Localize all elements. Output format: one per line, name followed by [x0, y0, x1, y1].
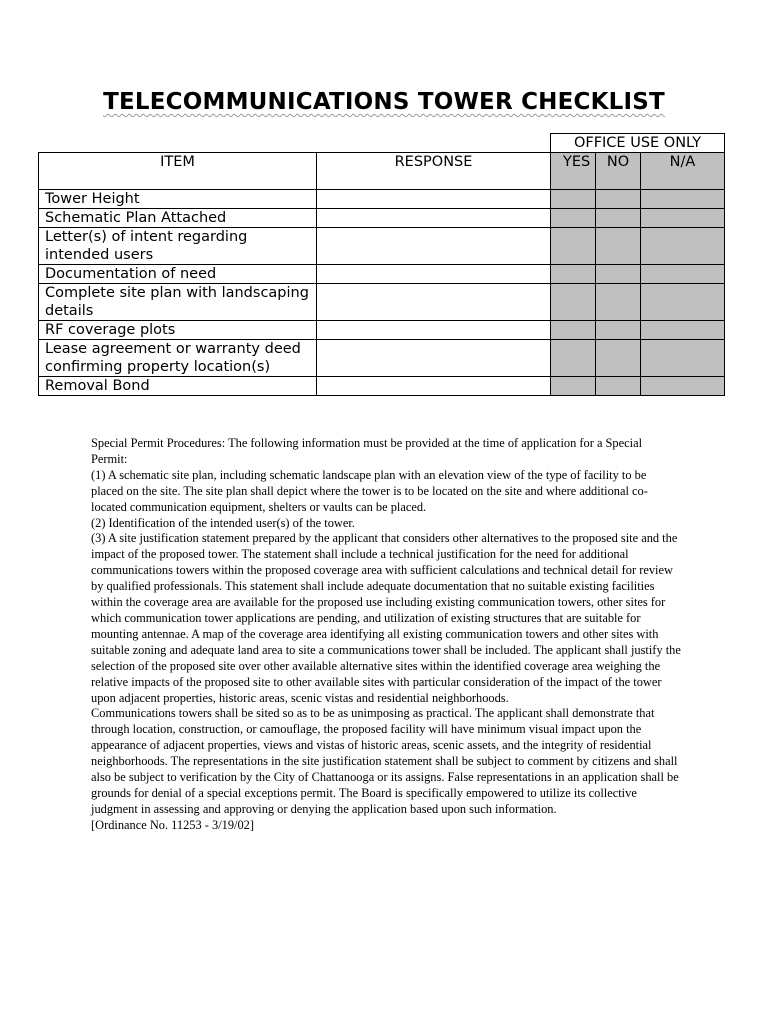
item-cell: Removal Bond — [39, 377, 317, 396]
item-cell: RF coverage plots — [39, 321, 317, 340]
yes-cell — [551, 265, 596, 284]
office-use-label: OFFICE USE ONLY — [551, 134, 725, 153]
document-title: TELECOMMUNICATIONS TOWER CHECKLIST — [103, 89, 665, 115]
na-cell — [641, 340, 725, 377]
no-cell — [596, 377, 641, 396]
table-row — [39, 321, 725, 340]
header-row — [39, 153, 725, 190]
procedures-item-1: (1) A schematic site plan, including schematic landscape plan with an elevation view of the type of facility to be placed on the site. The site plan shall depict where the tower is to be located on the site and where additional co-located communication equipment, shelters or vaults can be placed. — [91, 467, 648, 514]
no-cell — [596, 209, 641, 228]
yes-cell — [551, 228, 596, 265]
table-row — [39, 377, 725, 396]
na-cell — [641, 190, 725, 209]
header-na: N/A — [641, 153, 725, 190]
table-row — [39, 190, 725, 209]
response-cell[interactable] — [317, 321, 551, 340]
header-yes: YES — [551, 153, 596, 190]
procedures-ordinance: [Ordinance No. 11253 - 3/19/02] — [91, 817, 254, 832]
yes-cell — [551, 340, 596, 377]
no-cell — [596, 228, 641, 265]
na-cell — [641, 228, 725, 265]
no-cell — [596, 265, 641, 284]
item-cell: Documentation of need — [39, 265, 317, 284]
response-cell[interactable] — [317, 265, 551, 284]
yes-cell — [551, 284, 596, 321]
yes-cell — [551, 321, 596, 340]
procedures-item-3: (3) A site justification statement prepared by the applicant that considers other alternatives to the proposed site and the impact of the proposed tower. The statement shall include a technical justification for the need for additional communications towers within the proposed coverage area with sufficient calculations and technical detail for review by qualified professionals. This statement shall include adequate documentation that no suitable existing facilities within the coverage area are available for the proposed use including existing communication towers, other sites for which communication tower applications are pending, and utilization of existing structures that are suitable for mounting antennae. A map of the coverage area identifying all existing communication towers and other sites with suitable zoning and adequate land area to site a communications tower shall be included. The applicant shall justify the selection of the proposed site over other available alternative sites within the identified coverage area weighing the relative impacts of the proposed site to other available sites with particular consideration of the impact of the tower upon adjacent properties, historic areas, scenic vistas and residential neighborhoods. — [91, 531, 681, 705]
procedures-intro: Special Permit Procedures: The following information must be provided at the time of application for a Special Permit: — [91, 436, 643, 466]
header-response: RESPONSE — [317, 153, 551, 190]
table-row — [39, 228, 725, 265]
table-row — [39, 340, 725, 377]
table-row — [39, 209, 725, 228]
response-cell[interactable] — [317, 209, 551, 228]
na-cell — [641, 265, 725, 284]
office-use-row — [39, 134, 725, 153]
no-cell — [596, 340, 641, 377]
item-cell: Tower Height — [39, 190, 317, 209]
checklist-table — [38, 133, 725, 396]
procedures-item-2: (2) Identification of the intended user(s) of the tower. — [91, 515, 355, 530]
item-cell: Schematic Plan Attached — [39, 209, 317, 228]
header-item: ITEM — [39, 153, 317, 190]
procedures-siting: Communications towers shall be sited so as to be as unimposing as practical. The applicant shall demonstrate that through location, construction, or camouflage, the proposed facility will have minimum visual impact upon the appearance of adjacent properties, views and vistas of historic areas, scenic assets, and the integrity of residential neighborhoods. The representations in the site justification statement shall be subject to comment by citizens and shall also be subject to verification by the City of Chattanooga or its assigns. False representations in an application shall be grounds for denial of a special exceptions permit. The Board is specifically empowered to utilize its collective judgment in assessing and approving or denying the application based upon such information. — [91, 706, 679, 816]
item-cell: Complete site plan with landscaping details — [39, 284, 317, 321]
special-permit-procedures — [91, 436, 681, 834]
no-cell — [596, 190, 641, 209]
na-cell — [641, 321, 725, 340]
no-cell — [596, 321, 641, 340]
table-row — [39, 265, 725, 284]
response-cell[interactable] — [317, 190, 551, 209]
no-cell — [596, 284, 641, 321]
header-no: NO — [596, 153, 641, 190]
na-cell — [641, 209, 725, 228]
na-cell — [641, 377, 725, 396]
yes-cell — [551, 209, 596, 228]
response-cell[interactable] — [317, 228, 551, 265]
response-cell[interactable] — [317, 284, 551, 321]
table-row — [39, 284, 725, 321]
response-cell[interactable] — [317, 377, 551, 396]
item-cell: Lease agreement or warranty deed confirming property location(s) — [39, 340, 317, 377]
na-cell — [641, 284, 725, 321]
yes-cell — [551, 190, 596, 209]
response-cell[interactable] — [317, 340, 551, 377]
item-cell: Letter(s) of intent regarding intended users — [39, 228, 317, 265]
yes-cell — [551, 377, 596, 396]
